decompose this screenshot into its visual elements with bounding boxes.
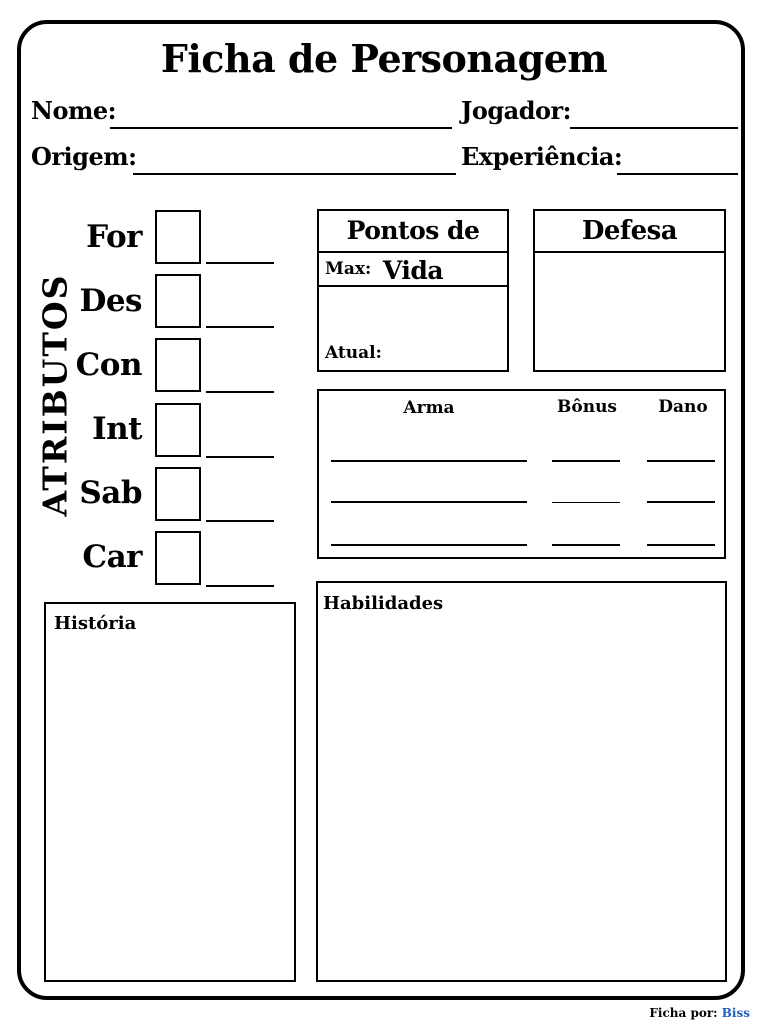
attribute-label: Int <box>92 411 142 447</box>
attribute-modifier-line[interactable] <box>206 326 274 328</box>
attribute-value-box[interactable] <box>155 210 201 264</box>
footer-prefix: Ficha por: <box>649 1006 718 1020</box>
weapon-damage-field[interactable] <box>647 544 715 546</box>
attribute-value-box[interactable] <box>155 274 201 328</box>
experiencia-field[interactable] <box>617 173 738 175</box>
attribute-modifier-line[interactable] <box>206 262 274 264</box>
weapon-bonus-field[interactable] <box>552 544 620 546</box>
hp-current-label: Atual: <box>325 343 382 363</box>
attribute-value-box[interactable] <box>155 338 201 392</box>
abilities-title: Habilidades <box>323 593 444 614</box>
bonus-column-header: Bônus <box>557 397 617 417</box>
nome-field[interactable] <box>110 127 452 129</box>
jogador-label: Jogador: <box>461 96 571 125</box>
origem-field[interactable] <box>133 173 456 175</box>
weapon-bonus-field[interactable] <box>552 502 620 503</box>
attribute-modifier-line[interactable] <box>206 456 274 458</box>
attribute-label: For <box>86 219 142 255</box>
defense-title: Defesa <box>535 211 724 253</box>
damage-column-header: Dano <box>658 397 708 417</box>
weapons-table <box>317 389 726 559</box>
hit-points-title: Pontos de Vida <box>319 211 507 253</box>
weapon-name-field[interactable] <box>331 544 527 546</box>
attribute-label: Con <box>75 347 142 383</box>
weapon-damage-field[interactable] <box>647 460 715 462</box>
history-box[interactable] <box>44 602 296 982</box>
experiencia-label: Experiência: <box>461 142 623 171</box>
attribute-label: Des <box>79 283 142 319</box>
attribute-value-box[interactable] <box>155 467 201 521</box>
attribute-modifier-line[interactable] <box>206 391 274 393</box>
nome-label: Nome: <box>31 96 116 125</box>
weapon-column-header: Arma <box>403 398 455 418</box>
footer-author: Biss <box>721 1006 750 1020</box>
hit-points-box <box>317 209 509 372</box>
defense-box[interactable] <box>533 209 726 372</box>
attribute-value-box[interactable] <box>155 403 201 457</box>
jogador-field[interactable] <box>570 127 738 129</box>
attribute-modifier-line[interactable] <box>206 520 274 522</box>
origem-label: Origem: <box>31 142 137 171</box>
weapon-damage-field[interactable] <box>647 501 715 503</box>
weapon-bonus-field[interactable] <box>552 460 620 462</box>
abilities-box[interactable] <box>316 581 727 982</box>
attribute-label: Sab <box>79 475 142 511</box>
hp-max-label: Max: <box>325 259 372 279</box>
attribute-value-box[interactable] <box>155 531 201 585</box>
footer-credit <box>649 1006 750 1020</box>
attribute-modifier-line[interactable] <box>206 585 274 587</box>
atributos-heading: ATRIBUTOS <box>35 273 75 517</box>
weapon-name-field[interactable] <box>331 460 527 462</box>
page-title: Ficha de Personagem <box>160 36 608 81</box>
attribute-label: Car <box>82 539 142 575</box>
weapon-name-field[interactable] <box>331 501 527 503</box>
history-title: História <box>54 613 137 634</box>
